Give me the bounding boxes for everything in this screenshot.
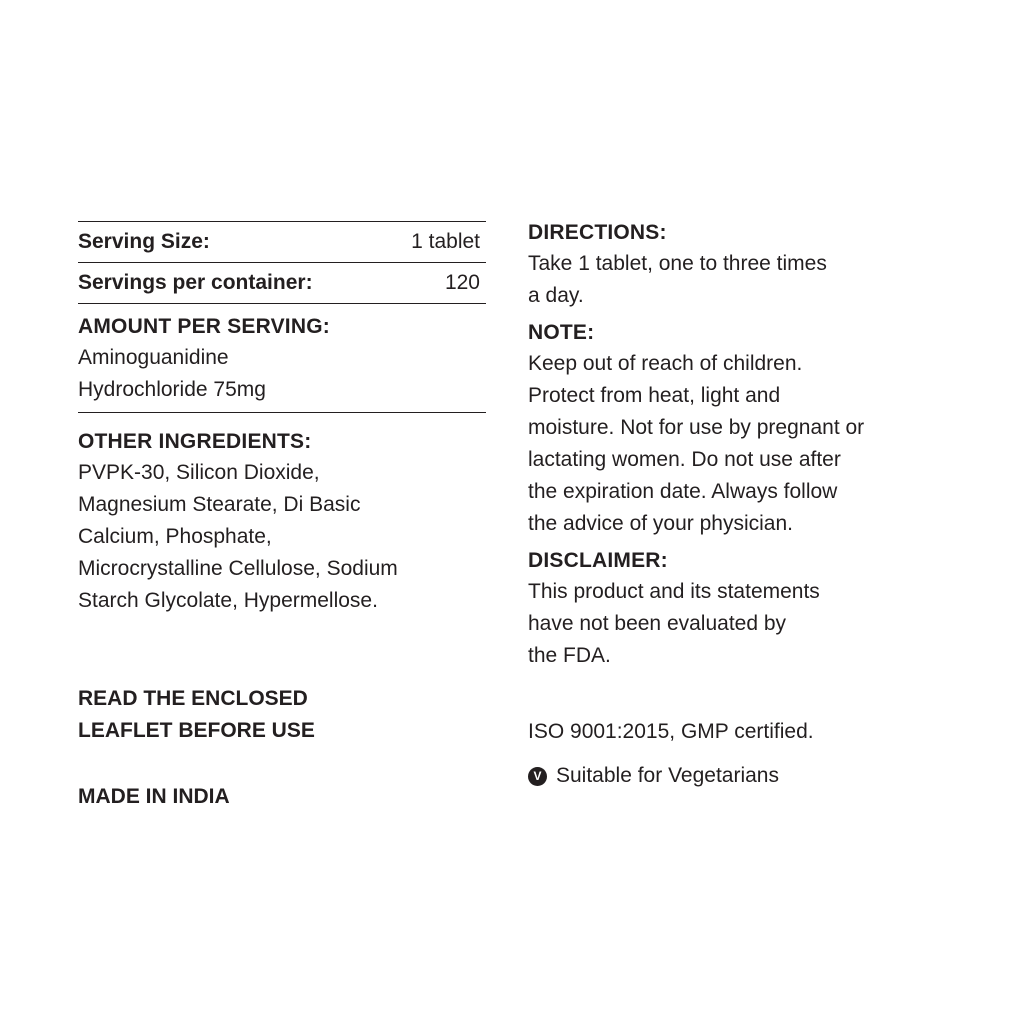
serving-size-value: 1 tablet [411, 230, 480, 253]
directions-line: Take 1 tablet, one to three times [528, 252, 827, 275]
amount-line: Hydrochloride 75mg [78, 378, 266, 401]
disclaimer-line: have not been evaluated by [528, 612, 787, 635]
supplement-facts-column [78, 221, 486, 813]
servings-per-container-label: Servings per container: [78, 271, 313, 294]
vegetarian-label: Suitable for Vegetarians [556, 764, 779, 787]
read-leaflet-line: LEAFLET BEFORE USE [78, 719, 315, 742]
vegetarian-badge [528, 760, 968, 792]
serving-size-row [78, 222, 486, 262]
directions-column [528, 218, 968, 792]
amount-heading: AMOUNT PER SERVING: [78, 315, 330, 338]
bottom-rule [78, 412, 486, 413]
other-ingredients [78, 427, 486, 617]
ingredient-line: Magnesium Stearate, Di Basic [78, 493, 361, 516]
disclaimer-section [528, 546, 968, 672]
ingredient-line: Starch Glycolate, Hypermellose. [78, 589, 378, 612]
note-line: Keep out of reach of children. [528, 352, 803, 375]
directions-section [528, 218, 968, 312]
directions-line: a day. [528, 284, 584, 307]
disclaimer-heading: DISCLAIMER: [528, 549, 668, 572]
ingredient-line: Microcrystalline Cellulose, Sodium [78, 557, 398, 580]
note-line: lactating women. Do not use after [528, 448, 841, 471]
made-in-india: MADE IN INDIA [78, 785, 230, 808]
serving-size-label: Serving Size: [78, 230, 210, 253]
amount-per-serving [78, 304, 486, 412]
servings-per-container-value: 120 [444, 271, 480, 294]
read-leaflet-notice [78, 683, 486, 747]
amount-line: Aminoguanidine [78, 346, 229, 369]
ingredient-line: PVPK-30, Silicon Dioxide, [78, 461, 320, 484]
other-ingredients-heading: OTHER INGREDIENTS: [78, 430, 312, 453]
iso-certification: ISO 9001:2015, GMP certified. [528, 720, 814, 743]
ingredient-line: Calcium, Phosphate, [78, 525, 272, 548]
disclaimer-line: the FDA. [528, 644, 611, 667]
vegetarian-v-icon: V [528, 767, 547, 786]
read-leaflet-line: READ THE ENCLOSED [78, 687, 308, 710]
note-line: Protect from heat, light and [528, 384, 781, 407]
note-line: the expiration date. Always follow [528, 480, 838, 503]
note-heading: NOTE: [528, 321, 595, 344]
note-section [528, 318, 968, 540]
servings-per-container-row [78, 263, 486, 303]
disclaimer-line: This product and its statements [528, 580, 820, 603]
note-line: the advice of your physician. [528, 512, 793, 535]
directions-heading: DIRECTIONS: [528, 221, 667, 244]
note-line: moisture. Not for use by pregnant or [528, 416, 865, 439]
